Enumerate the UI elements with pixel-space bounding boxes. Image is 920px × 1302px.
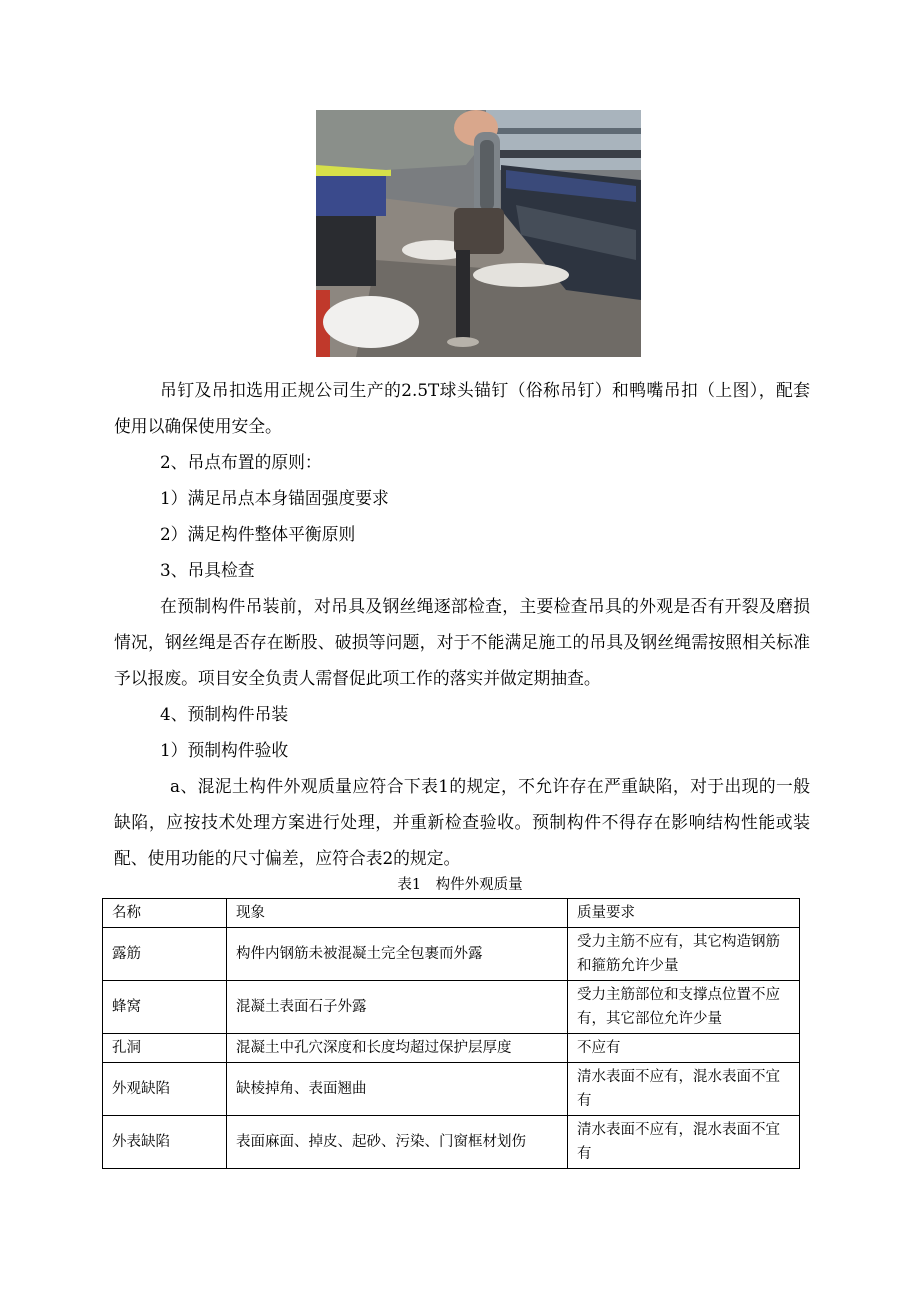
list-item-anchorage-strength: 1）满足吊点本身锚固强度要求 <box>160 488 389 508</box>
table-row <box>103 1116 800 1169</box>
table-cell: 孔洞 <box>103 1034 227 1063</box>
table-row <box>103 981 800 1034</box>
table-cell: 混凝土中孔穴深度和长度均超过保护层厚度 <box>227 1034 568 1063</box>
column-header-requirement: 质量要求 <box>568 899 800 928</box>
paragraph-rigging-inspection: 在预制构件吊装前，对吊具及钢丝绳逐部检查，主要检查吊具的外观是否有开裂及磨损情况，钢丝绳是否存在断股、破损等问题，对于不能满足施工的吊具及钢丝绳需按照相关标准予以报废。项目安全负责人需督促此项工作的落实并做定期抽查。 <box>114 596 810 688</box>
table-row <box>103 1063 800 1116</box>
table-cell: 外观缺陷 <box>103 1063 227 1116</box>
table-row <box>103 928 800 981</box>
table-row <box>103 1034 800 1063</box>
table-cell: 蜂窝 <box>103 981 227 1034</box>
heading-rigging-inspection: 3、吊具检查 <box>160 560 255 580</box>
paragraph-anchor-selection: 吊钉及吊扣选用正规公司生产的2.5T球头锚钉（俗称吊钉）和鸭嘴吊扣（上图），配套使用以确保使用安全。 <box>114 380 810 436</box>
column-header-phenomenon: 现象 <box>227 899 568 928</box>
table-cell: 缺棱掉角、表面翘曲 <box>227 1063 568 1116</box>
table-cell: 受力主筋部位和支撑点位置不应有，其它部位允许少量 <box>568 981 800 1034</box>
appearance-quality-table <box>102 898 800 1169</box>
heading-precast-hoisting: 4、预制构件吊装 <box>160 704 289 724</box>
lifting-anchor-photo <box>316 110 641 357</box>
table-caption: 表1 构件外观质量 <box>397 877 523 893</box>
table-cell: 清水表面不应有，混水表面不宜有 <box>568 1116 800 1169</box>
list-item-precast-acceptance: 1）预制构件验收 <box>160 740 289 760</box>
table-cell: 混凝土表面石子外露 <box>227 981 568 1034</box>
table-cell: 清水表面不应有，混水表面不宜有 <box>568 1063 800 1116</box>
table-cell: 露筋 <box>103 928 227 981</box>
table-cell: 受力主筋不应有，其它构造钢筋和箍筋允许少量 <box>568 928 800 981</box>
photo-illustration <box>316 110 641 357</box>
table-cell: 构件内钢筋未被混凝土完全包裹而外露 <box>227 928 568 981</box>
list-item-overall-balance: 2）满足构件整体平衡原则 <box>160 524 356 544</box>
table-cell: 表面麻面、掉皮、起砂、污染、门窗框材划伤 <box>227 1116 568 1169</box>
table-cell: 外表缺陷 <box>103 1116 227 1169</box>
table-cell: 不应有 <box>568 1034 800 1063</box>
paragraph-appearance-quality: a、混泥土构件外观质量应符合下表1的规定，不允许存在严重缺陷，对于出现的一般缺陷，应按技术处理方案进行处理，并重新检查验收。预制构件不得存在影响结构性能或装配、使用功能的尺寸偏差，应符合表2的规定。 <box>114 776 810 868</box>
table-header-row <box>103 899 800 928</box>
heading-lifting-point-principles: 2、吊点布置的原则： <box>160 452 322 472</box>
column-header-name: 名称 <box>103 899 227 928</box>
